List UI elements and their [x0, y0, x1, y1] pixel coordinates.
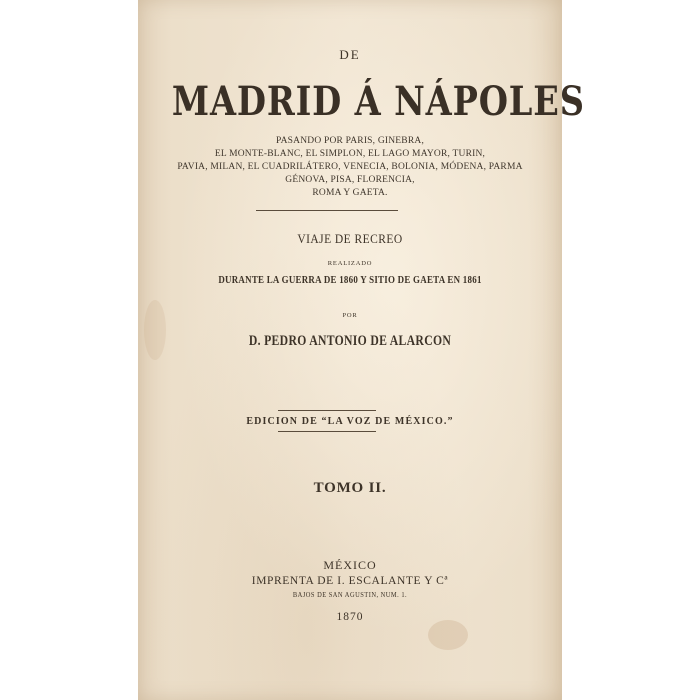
paper-stain — [144, 300, 166, 360]
by-label: POR — [342, 312, 358, 319]
volume-label: TOMO II. — [313, 480, 387, 496]
divider-rule — [278, 410, 376, 411]
realizado-label: REALIZADO — [327, 260, 373, 267]
author-name: D. PEDRO ANTONIO DE ALARCON — [248, 333, 452, 349]
publication-year: 1870 — [336, 611, 364, 623]
travel-description: VIAJE DE RECREO — [297, 232, 403, 246]
printer-address: BAJOS DE SAN AGUSTIN, NUM. 1. — [292, 592, 408, 599]
divider-rule — [256, 210, 398, 211]
subtitle-line: GÉNOVA, PISA, FLORENCIA, — [285, 175, 415, 185]
divider-rule — [278, 431, 376, 432]
edition-line: EDICION DE “LA VOZ DE MÉXICO.” — [246, 416, 454, 427]
period-description: DURANTE LA GUERRA DE 1860 Y SITIO DE GAETA EN 1861 — [218, 275, 482, 286]
publication-city: MÉXICO — [323, 558, 377, 572]
title-prefix: DE — [339, 47, 361, 62]
subtitle-line: PAVIA, MILAN, EL CUADRILÁTERO, VENECIA, BOLONIA, MÓDENA, PARMA — [177, 162, 523, 172]
subtitle-line: EL MONTE-BLANC, EL SIMPLON, EL LAGO MAYOR, TURIN, — [214, 149, 486, 159]
subtitle-line: ROMA Y GAETA. — [312, 188, 388, 198]
printer-name: IMPRENTA DE I. ESCALANTE Y Cª — [251, 575, 449, 587]
paper-stain — [428, 620, 468, 650]
book-title-page — [138, 0, 585, 700]
book-title: MADRID Á NÁPOLES — [171, 78, 585, 125]
subtitle-line: PASANDO POR PARIS, GINEBRA, — [275, 136, 425, 146]
